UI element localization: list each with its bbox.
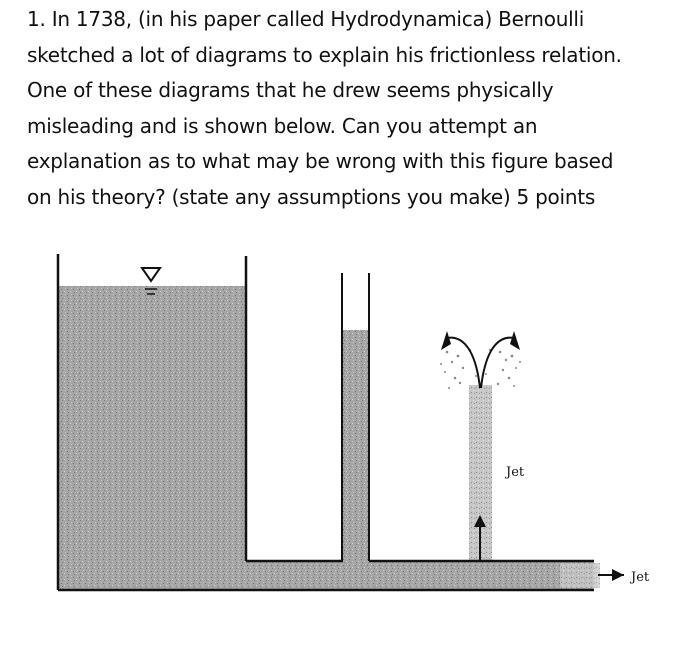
pipe-fluid (59, 561, 594, 590)
question-line: One of these diagrams that he drew seems physically (27, 78, 554, 102)
question-line: 1. In 1738, (in his paper called Hydrodynamica) Bernoulli (27, 7, 585, 31)
question-line: sketched a lot of diagrams to explain his frictionless relation. (27, 42, 622, 67)
tank-fluid (59, 286, 246, 561)
question-line: misleading and is shown below. Can you attempt an (27, 113, 538, 138)
horizontal-jet-spray (560, 563, 600, 588)
question-line: explanation as to what may be wrong with this figure based (27, 149, 614, 173)
piezometer-fluid (343, 330, 368, 561)
fountain-arcs (447, 338, 514, 388)
fountain-spray (440, 349, 521, 389)
horizontal-jet-label: Jet (631, 570, 650, 585)
flow-right-arrow-icon (598, 569, 624, 581)
fountain-arrowhead-right (510, 331, 520, 350)
question-line: on his theory? (state any assumptions you make) 5 points (27, 184, 596, 209)
fountain-arrowhead-left (441, 331, 451, 350)
vertical-jet-label: Jet (506, 465, 525, 480)
